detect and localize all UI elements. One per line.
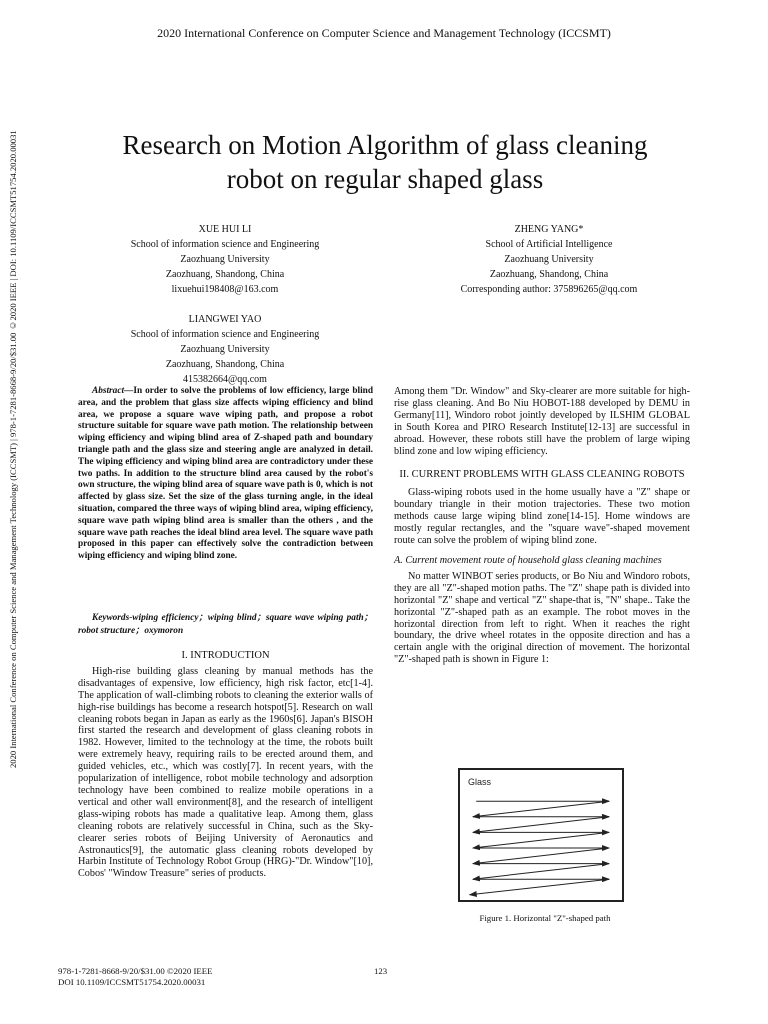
keywords-text: wiping efficiency；wiping blind；square wave wiping path；robot structure；oxymoron <box>78 613 373 636</box>
path-segment <box>473 848 609 864</box>
figure-1 <box>458 768 624 902</box>
subsection-a-paragraph: No matter WINBOT series products, or Bo Niu and Windoro robots, they are all "Z"-shaped motion paths. The "Z" shape path is divided into horizontal "Z" shape and vertical "Z" shape-that is, "N" shape.. Take the horizontal "Z"-shaped path as an example. The robot moves in the horizontal direction from left to right. When it reaches the right boundary, the drive wheel rotates in the opposite direction and has a certain angle with the original direction of movement. The horizontal "Z"-shaped path is shown in Figure 1: <box>394 570 690 666</box>
intro-continuation-paragraph: Among them "Dr. Window" and Sky-clearer are more suitable for high-rise glass cleaning. And Bo Niu HOBOT-188 developed by DEMU in Germany[11], Windoro robot jointly developed by ILSHIM GLOBAL in South Korea and PIRO Research Institute[12-13] are successful in abroad. However, these robots still have the problem of large wiping blind zone and low wiping efficiency. <box>394 386 690 457</box>
abstract-label: Abstract <box>92 386 125 396</box>
footer-doi: DOI 10.1109/ICCSMT51754.2020.00031 <box>58 977 206 987</box>
author-block-1 <box>90 222 360 297</box>
author-university: Zaozhuang University <box>180 254 270 265</box>
conference-header: 2020 International Conference on Computer Science and Management Technology (ICCSMT) <box>157 26 611 40</box>
author-affiliation: School of information science and Engineering <box>130 239 320 250</box>
intro-paragraph: High-rise building glass cleaning by manual methods has the disadvantages of expensive, low efficiency, high risk factor, etc[1-4]. The application of wall-climbing robots to cleaning the exterior walls of high-rise buildings has become a research hotspot[5]. Research on wall cleaning robots began in Japan as early as the 1960s[6]. Japan's BISOH first started the research and development of glass cleaning robots in 1982. However, limited to the technology at the time, the robots built were extremely heavy, requiring rails to be erected around them, and guided vehicles, etc., which was costly[7]. In recent years, with the popularization of intelligence, robot mobile technology and adsorption technology have been combined to realize mobile operations in a vertical and other wall environment[8], and the research of intelligent glass-wiping robots has made a qualitative leap. Among them, glass cleaning robots are relatively successful in China, such as the Sky-clearer series robots of Beijing University of Aeronautics and Astronautics[9], the automatic glass cleaning robots developed by Harbin Institute of Technology Robot Group (HRG)-"Dr. Window"[10], Cobos' "Window Treasure" series of products. <box>78 665 373 880</box>
keywords-label: Keywords- <box>92 613 133 623</box>
author-name: LIANGWEI YAO <box>188 314 262 325</box>
section-heading-introduction: I. INTRODUCTION <box>181 650 270 661</box>
page-number: 123 <box>374 966 388 976</box>
path-segment <box>473 832 609 848</box>
author-location: Zaozhuang, Shandong, China <box>489 269 609 280</box>
path-segment <box>473 864 609 880</box>
keywords <box>78 612 373 637</box>
path-segment <box>473 801 609 817</box>
author-email[interactable]: lixuehui198408@163.com <box>171 284 279 295</box>
author-affiliation: School of information science and Engineering <box>130 329 320 340</box>
abstract <box>78 386 373 563</box>
right-column <box>394 386 690 666</box>
author-name: ZHENG YANG* <box>514 224 584 235</box>
footer-isbn: 978-1-7281-8668-9/20/$31.00 ©2020 IEEE <box>58 966 213 976</box>
author-location: Zaozhuang, Shandong, China <box>165 269 285 280</box>
zigzag-path-diagram <box>460 770 622 900</box>
section-heading-current-problems: II. CURRENT PROBLEMS WITH GLASS CLEANING ROBOTS <box>399 469 685 481</box>
zigzag-segments <box>470 801 609 895</box>
author-block-3 <box>90 312 360 387</box>
author-block-2 <box>414 222 684 297</box>
author-name: XUE HUI LI <box>198 224 252 235</box>
title-line-2: robot on regular shaped glass <box>226 164 544 194</box>
figure-1-caption: Figure 1. Horizontal "Z"-shaped path <box>479 913 611 923</box>
path-segment <box>470 879 609 895</box>
author-affiliation: School of Artificial Intelligence <box>485 239 613 250</box>
footer-identifiers <box>58 966 213 988</box>
path-segment <box>473 817 609 833</box>
author-university: Zaozhuang University <box>180 344 270 355</box>
glass-label: Glass <box>468 777 492 787</box>
author-location: Zaozhuang, Shandong, China <box>165 359 285 370</box>
subsection-heading-a: A. Current movement route of household glass cleaning machines <box>394 554 662 566</box>
title-line-1: Research on Motion Algorithm of glass cleaning <box>122 130 648 160</box>
intro-section <box>78 650 373 880</box>
paper-title <box>90 128 680 196</box>
author-email[interactable]: Corresponding author: 375896265@qq.com <box>460 284 638 295</box>
section2-paragraph: Glass-wiping robots used in the home usually have a "Z" shape or boundary triangle in their motion trajectories. These two motion methods cause large wiping blind zone[14-15]. Home windows are mostly regular rectangles, and the "square wave"-shaped movement route can solve the problem of wiping blind zone. <box>394 487 690 546</box>
author-university: Zaozhuang University <box>504 254 594 265</box>
abstract-text: —In order to solve the problems of low efficiency, large blind area, and the problem that glass size affects wiping efficiency and blind area, we propose a square wave wiping path, and propose a robot structure suitable for square wave path motion. The relationship between wiping efficiency and wiping blind area of Z-shaped path and boundary triangle path and the glass size and steering angle are analyzed in detail. The wiping efficiency and wiping blind area are contradictory under these two paths. In addition to the structure blind area caused by the robot's own structure, the wiping blind area of square wave path is 0, which is not affected by glass size. Set the size of the glass turning angle, in the ideal situation, compared the three ways of wiping blind area, wiping efficiency, square wave path wiping blind area is smaller than the others , and the square wave path reaches the ideal blind area level. The square wave path proposed in this paper can effectively solve the contradiction between wiping efficiency and wiping blind zone. <box>78 386 373 562</box>
side-citation-strip: 2020 International Conference on Computer Science and Management Technology (ICCSMT) | 978-1-7281-8668-9/20/$31.00 ©2020 IEEE | DOI: 10.1109/ICCSMT51754.2020.00031 <box>8 130 18 768</box>
author-email[interactable]: 415382664@qq.com <box>183 374 267 385</box>
